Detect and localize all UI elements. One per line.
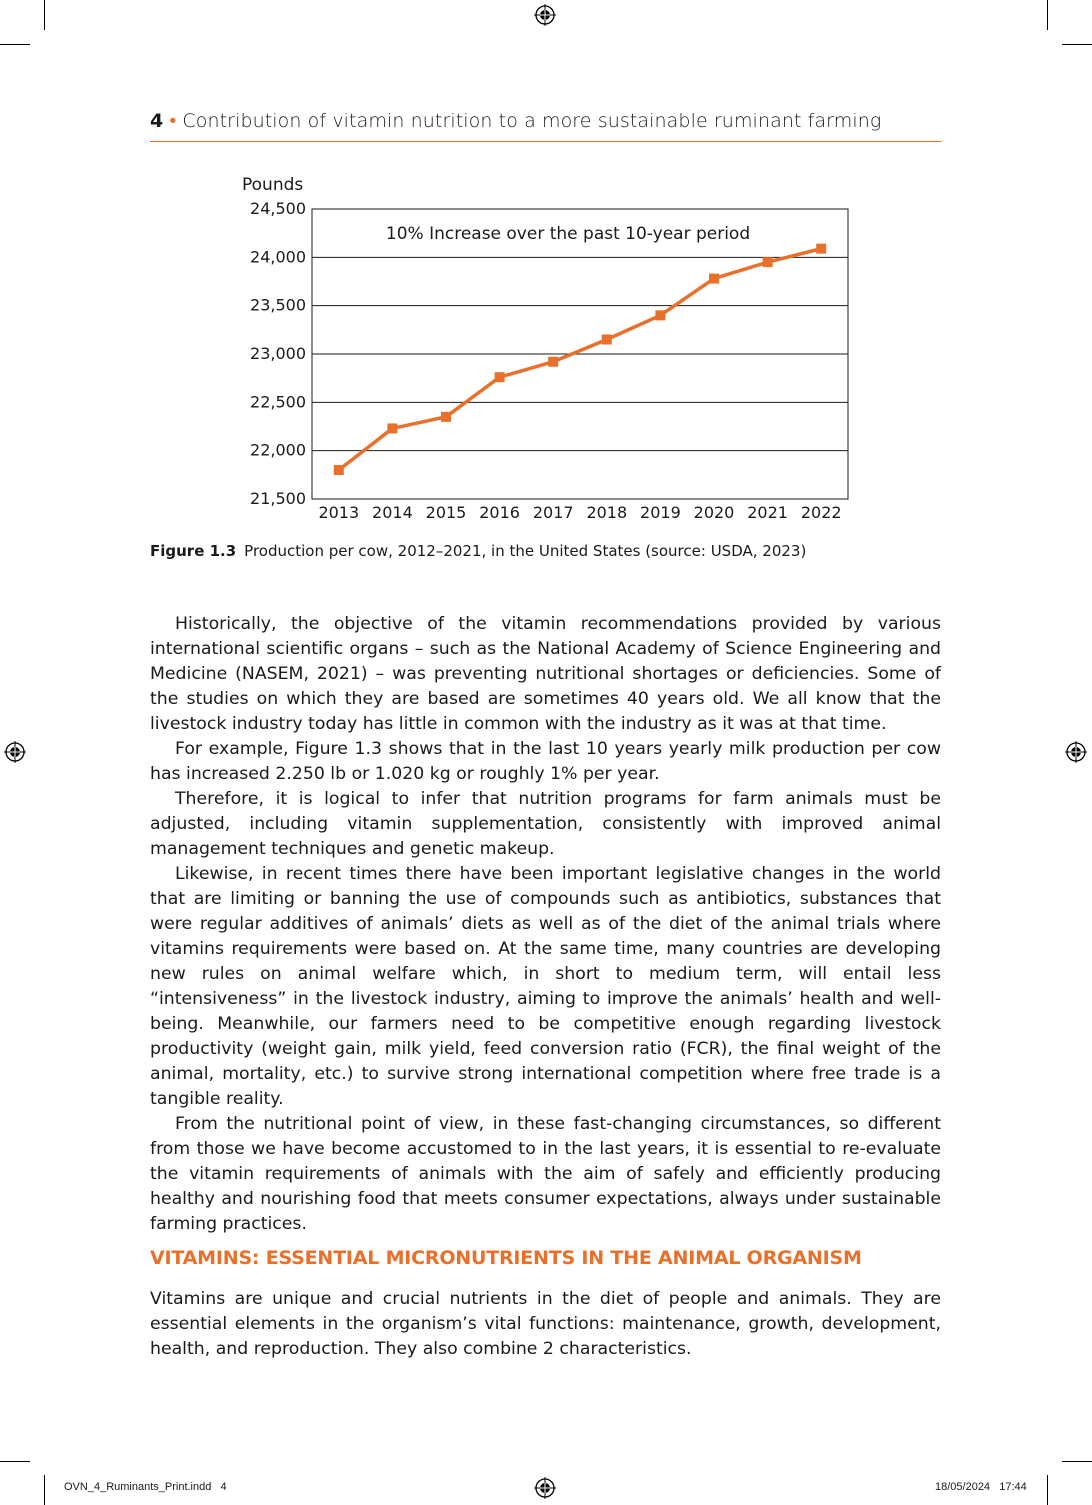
- y-tick-label: 22,000: [250, 440, 306, 460]
- paragraph: For example, Figure 1.3 shows that in the last 10 years yearly milk production per cow has increased 2.250 lb or 1.020 kg or roughly 1% per year.: [150, 739, 941, 784]
- crop-mark: [1062, 44, 1092, 45]
- y-tick-label: 23,000: [250, 344, 306, 363]
- y-tick-label: 21,500: [250, 489, 306, 508]
- y-tick-label: 22,500: [250, 392, 306, 412]
- data-point-marker: [548, 357, 558, 367]
- registration-mark-icon: [534, 4, 556, 26]
- production-line-chart: [200, 170, 880, 530]
- running-head: [150, 110, 941, 142]
- data-point-marker: [602, 335, 612, 345]
- figure-caption: [150, 542, 941, 560]
- data-point-marker: [763, 257, 773, 267]
- series-line: [339, 249, 821, 470]
- section-body: [150, 1287, 941, 1362]
- section-heading: VITAMINS: ESSENTIAL MICRONUTRIENTS IN THE ANIMAL ORGANISM: [150, 1247, 862, 1269]
- x-tick-label: 2017: [532, 503, 574, 522]
- slug-file-name: OVN_4_Ruminants_Print.indd 4: [64, 1481, 227, 1493]
- data-point-marker: [334, 465, 344, 475]
- page-number: 4: [150, 110, 164, 132]
- x-tick-label: 2013: [318, 503, 360, 522]
- paragraph: Therefore, it is logical to infer that nutrition programs for farm animals must be adjusted, including vitamin supplementation, consistently with improved animal management techniques and genetic makeup.: [150, 789, 941, 859]
- paragraph: Historically, the objective of the vitamin recommendations provided by various international scientific organs – such as the National Academy of Science Engineering and Medicine (NASEM, 2021) – was preventing nutritional shortages or deficiencies. Some of the studies on which they are based are sometimes 40 years old. We all know that the livestock industry today has little in common with the industry as it was at that time.: [150, 614, 941, 734]
- data-point-marker: [495, 372, 505, 382]
- body-text: [150, 612, 941, 1237]
- registration-mark-icon: [1065, 741, 1087, 763]
- crop-mark: [0, 44, 30, 45]
- y-tick-label: 23,500: [250, 295, 306, 315]
- paragraph: Vitamins are unique and crucial nutrients in the diet of people and animals. They are essential elements in the organism’s vital functions: maintenance, growth, development, health, and reproduction. They also combine 2 characteristics.: [150, 1289, 941, 1359]
- y-tick-label: 24,500: [250, 199, 306, 218]
- registration-mark-icon: [4, 741, 26, 763]
- figure-caption-text: Production per cow, 2012–2021, in the United States (source: USDA, 2023): [244, 542, 807, 560]
- crop-mark: [0, 1461, 30, 1462]
- bullet-separator: •: [169, 110, 177, 132]
- x-tick-label: 2018: [586, 503, 628, 522]
- slug-date-time: 18/05/2024 17:44: [935, 1481, 1027, 1493]
- registration-mark-icon: [534, 1477, 556, 1499]
- x-tick-label: 2022: [800, 503, 842, 522]
- x-tick-label: 2019: [640, 503, 681, 522]
- data-point-marker: [816, 244, 826, 254]
- x-tick-label: 2021: [747, 503, 788, 522]
- data-point-marker: [441, 412, 451, 422]
- x-tick-label: 2016: [479, 503, 520, 522]
- x-tick-label: 2014: [372, 503, 413, 522]
- paragraph: From the nutritional point of view, in these fast-changing circumstances, so different from those we have become accustomed to in the last years, it is essential to re-evaluate the vitamin requirements of animals with the aim of safely and efficiently producing healthy and nourishing food that meets consumer expectations, always under sustainable farming practices.: [150, 1114, 941, 1234]
- data-point-marker: [709, 274, 719, 284]
- chapter-title: Contribution of vitamin nutrition to a more sustainable ruminant farming: [182, 110, 882, 132]
- y-axis-label: Pounds: [242, 175, 304, 195]
- crop-mark: [1047, 1475, 1048, 1505]
- crop-mark: [44, 0, 45, 30]
- crop-mark: [44, 1475, 45, 1505]
- x-tick-label: 2015: [425, 503, 467, 522]
- figure-label: Figure 1.3: [150, 542, 237, 560]
- data-point-marker: [387, 423, 397, 433]
- crop-mark: [1062, 1461, 1092, 1462]
- paragraph: Likewise, in recent times there have been important legislative changes in the world that are limiting or banning the use of compounds such as antibiotics, substances that were regular additives of animals’ diets as well as of the diet of the animal trials where vitamins requirements were based on. At the same time, many countries are developing new rules on animal welfare which, in short to medium term, will entail less “intensiveness” in the livestock industry, aiming to improve the animals’ health and well-being. Meanwhile, our farmers need to be competitive enough regarding livestock productivity (weight gain, milk yield, feed conversion ratio (FCR), the final weight of the animal, mortality, etc.) to survive strong international competition where free trade is a tangible reality.: [150, 864, 941, 1109]
- data-point-marker: [655, 310, 665, 320]
- x-tick-label: 2020: [693, 503, 735, 522]
- crop-mark: [1047, 0, 1048, 30]
- y-tick-label: 24,000: [250, 247, 306, 267]
- chart-annotation: 10% Increase over the past 10-year period: [385, 224, 751, 244]
